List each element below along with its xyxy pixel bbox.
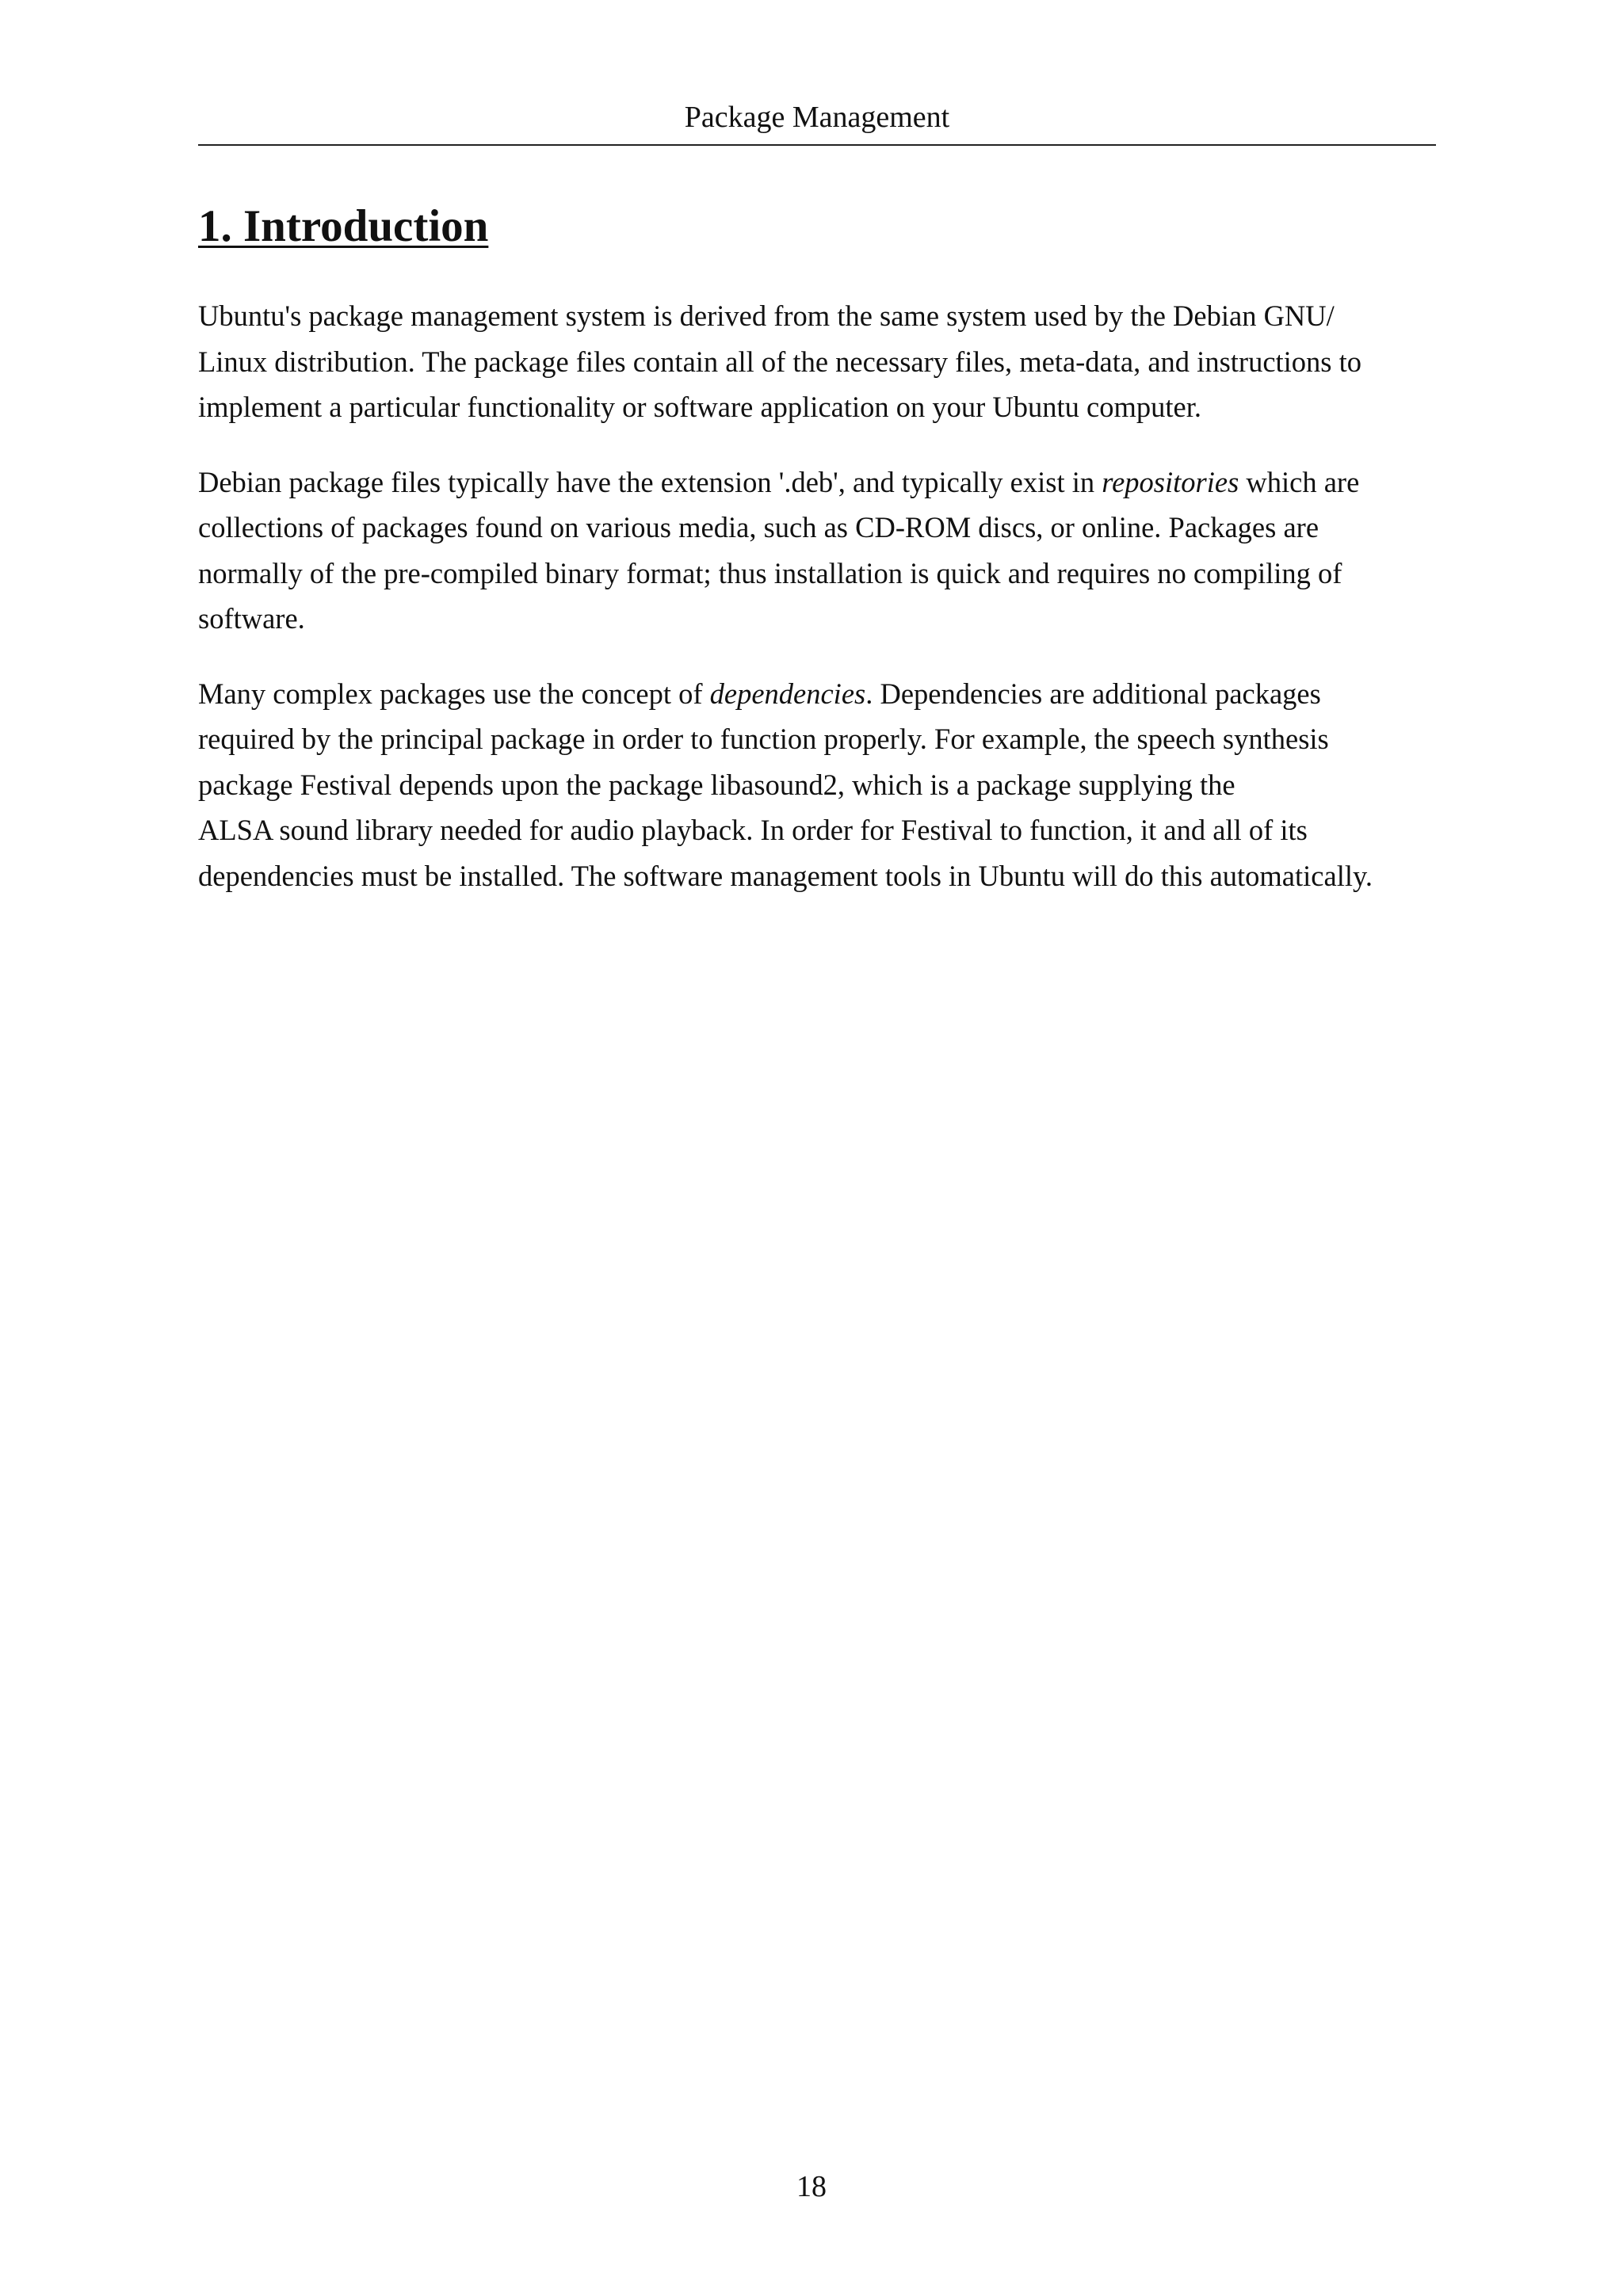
paragraph-line [198,671,1442,717]
paragraph-line: required by the principal package in order to function properly. For example, the speech synthesis [198,723,1329,755]
paragraph-line [198,460,1442,505]
header-divider [198,144,1436,146]
text-run: which are [1239,465,1360,498]
paragraph-line: ALSA sound library needed for audio playback. In order for Festival to function, it and all of its [198,814,1308,846]
text-run: . Dependencies are additional packages [865,677,1321,710]
page-number: 18 [796,2170,827,2203]
running-header: Package Management [684,101,950,134]
text-run: Many complex packages use the concept of [198,677,710,710]
italic-term: repositories [1102,465,1239,498]
paragraph-line: package Festival depends upon the package libasound2, which is a package supplying the [198,768,1235,801]
italic-term: dependencies [709,677,866,710]
text-run: Debian package files typically have the extension '.deb', and typically exist in [198,465,1102,498]
paragraph-2 [198,460,1442,642]
body-text [198,293,1442,928]
paragraph-line: implement a particular functionality or software application on your Ubuntu computer. [198,391,1201,423]
section-heading: 1. Introduction [198,201,489,251]
paragraph-3 [198,671,1442,899]
paragraph-line: normally of the pre-compiled binary format; thus installation is quick and requires no compiling of [198,556,1342,589]
paragraph-line: software. [198,602,305,635]
paragraph-line: dependencies must be installed. The software management tools in Ubuntu will do this automatically. [198,859,1373,892]
paragraph-line: Linux distribution. The package files contain all of the necessary files, meta-data, and instructions to [198,345,1362,378]
paragraph-line: Ubuntu's package management system is derived from the same system used by the Debian GNU/ [198,299,1335,332]
paragraph-line: collections of packages found on various media, such as CD-ROM discs, or online. Packages are [198,511,1319,543]
paragraph-1 [198,293,1442,430]
